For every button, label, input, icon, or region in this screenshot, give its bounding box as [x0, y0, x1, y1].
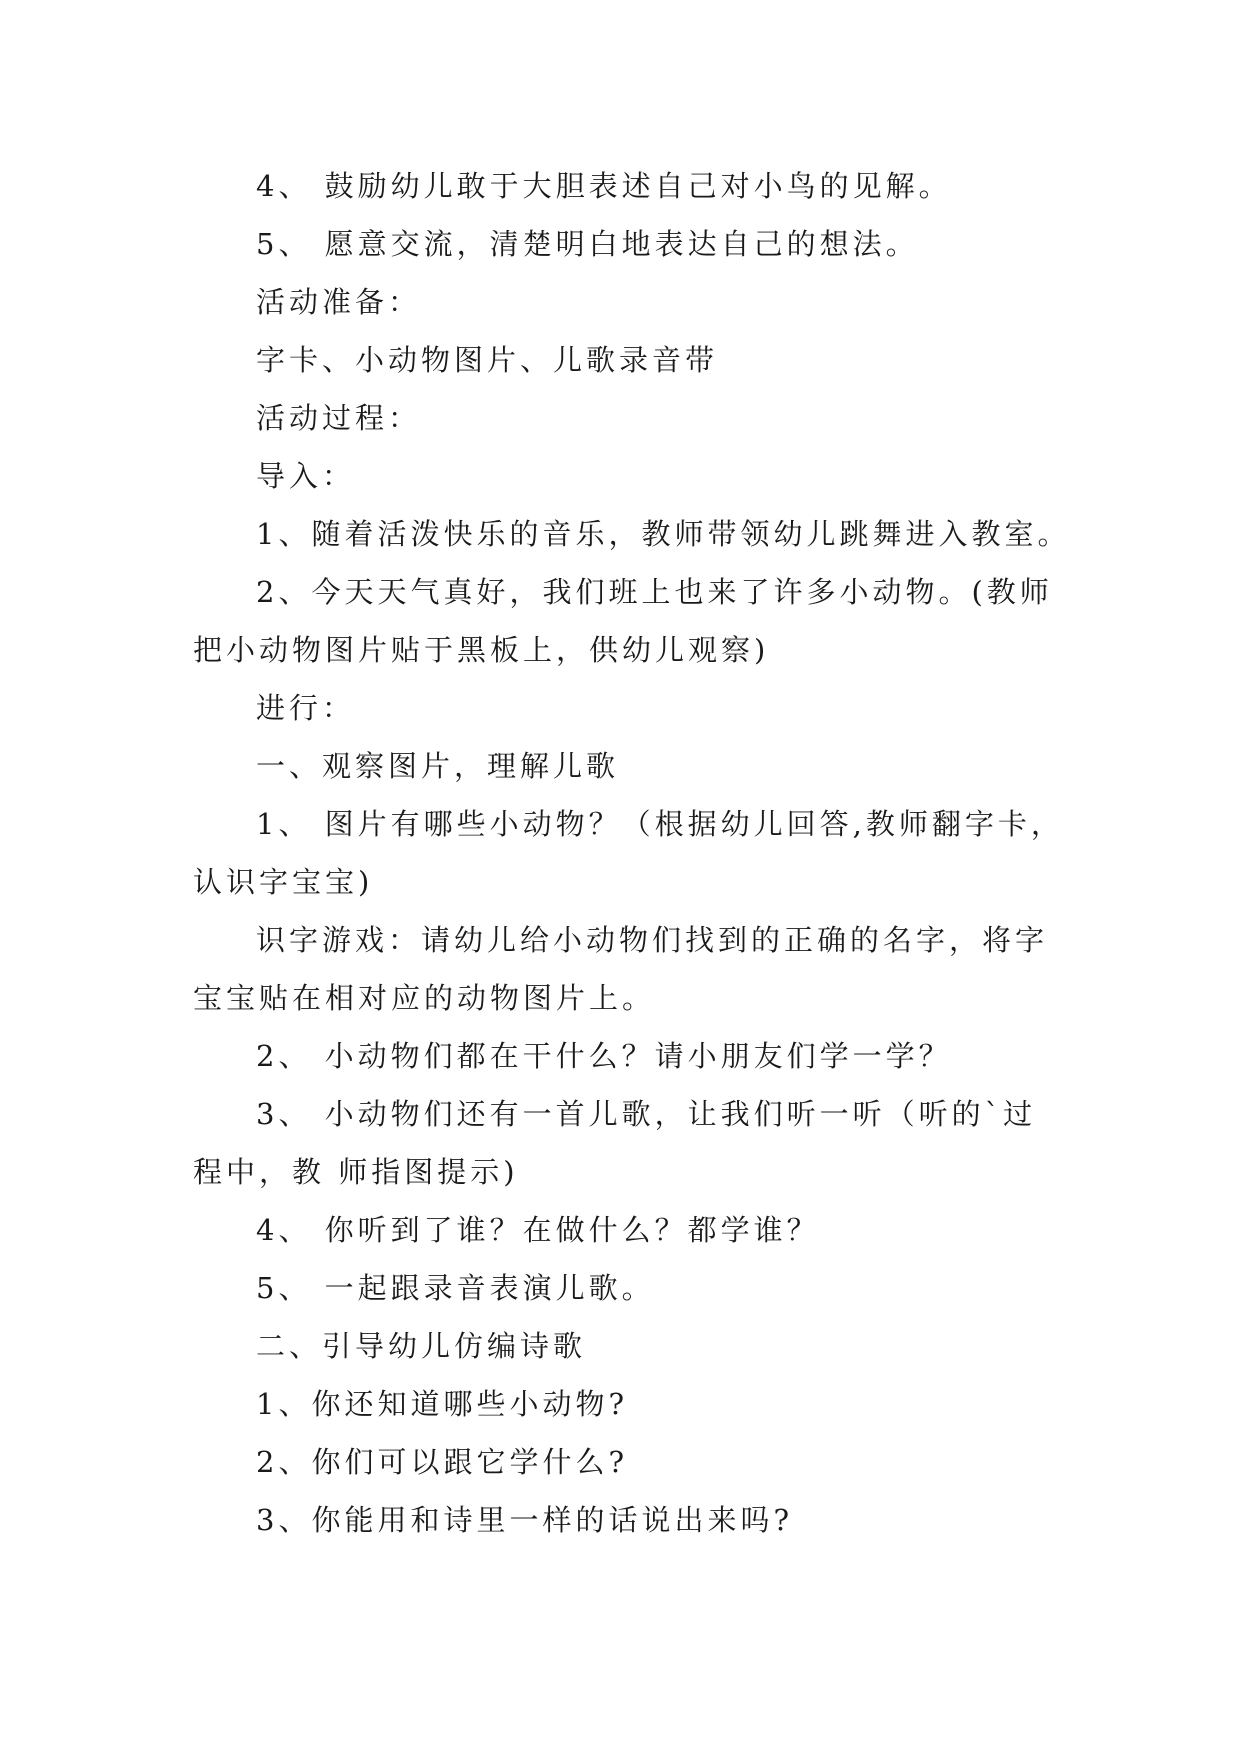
text-line: 认识字宝宝) [193, 865, 374, 899]
text-line: 宝宝贴在相对应的动物图片上。 [193, 981, 656, 1015]
text-line: 1、随着活泼快乐的音乐，教师带领幼儿跳舞进入教室。 [256, 517, 1071, 551]
text-line: 3、你能用和诗里一样的话说出来吗? [256, 1503, 793, 1537]
section-heading: 一、观察图片，理解儿歌 [256, 749, 620, 783]
text-line: 2、你们可以跟它学什么? [256, 1445, 628, 1479]
text-line: 程中，教 师指图提示) [193, 1155, 519, 1189]
section-heading: 二、引导幼儿仿编诗歌 [256, 1329, 587, 1363]
text-line: 3、 小动物们还有一首儿歌，让我们听一听（听的`过 [256, 1097, 1037, 1131]
text-line: 2、今天天气真好，我们班上也来了许多小动物。(教师 [256, 575, 1053, 609]
text-line: 5、 愿意交流，清楚明白地表达自己的想法。 [256, 227, 919, 261]
section-heading: 活动准备： [256, 285, 422, 319]
text-line: 1、你还知道哪些小动物? [256, 1387, 628, 1421]
section-heading: 进行： [256, 691, 356, 725]
text-line: 把小动物图片贴于黑板上，供幼儿观察) [193, 633, 770, 667]
text-line: 识字游戏：请幼儿给小动物们找到的正确的名字，将字 [256, 923, 1049, 957]
text-line: 5、 一起跟录音表演儿歌。 [256, 1271, 655, 1305]
text-line: 1、 图片有哪些小动物？（根据幼儿回答,教师翻字卡， [256, 807, 1064, 841]
section-heading: 导入： [256, 459, 356, 493]
text-line: 4、 你听到了谁？在做什么？都学谁？ [256, 1213, 820, 1247]
section-heading: 活动过程： [256, 401, 422, 435]
text-line: 4、 鼓励幼儿敢于大胆表述自己对小鸟的见解。 [256, 169, 952, 203]
text-line: 2、 小动物们都在干什么？请小朋友们学一学？ [256, 1039, 952, 1073]
text-line: 字卡、小动物图片、儿歌录音带 [256, 343, 719, 377]
